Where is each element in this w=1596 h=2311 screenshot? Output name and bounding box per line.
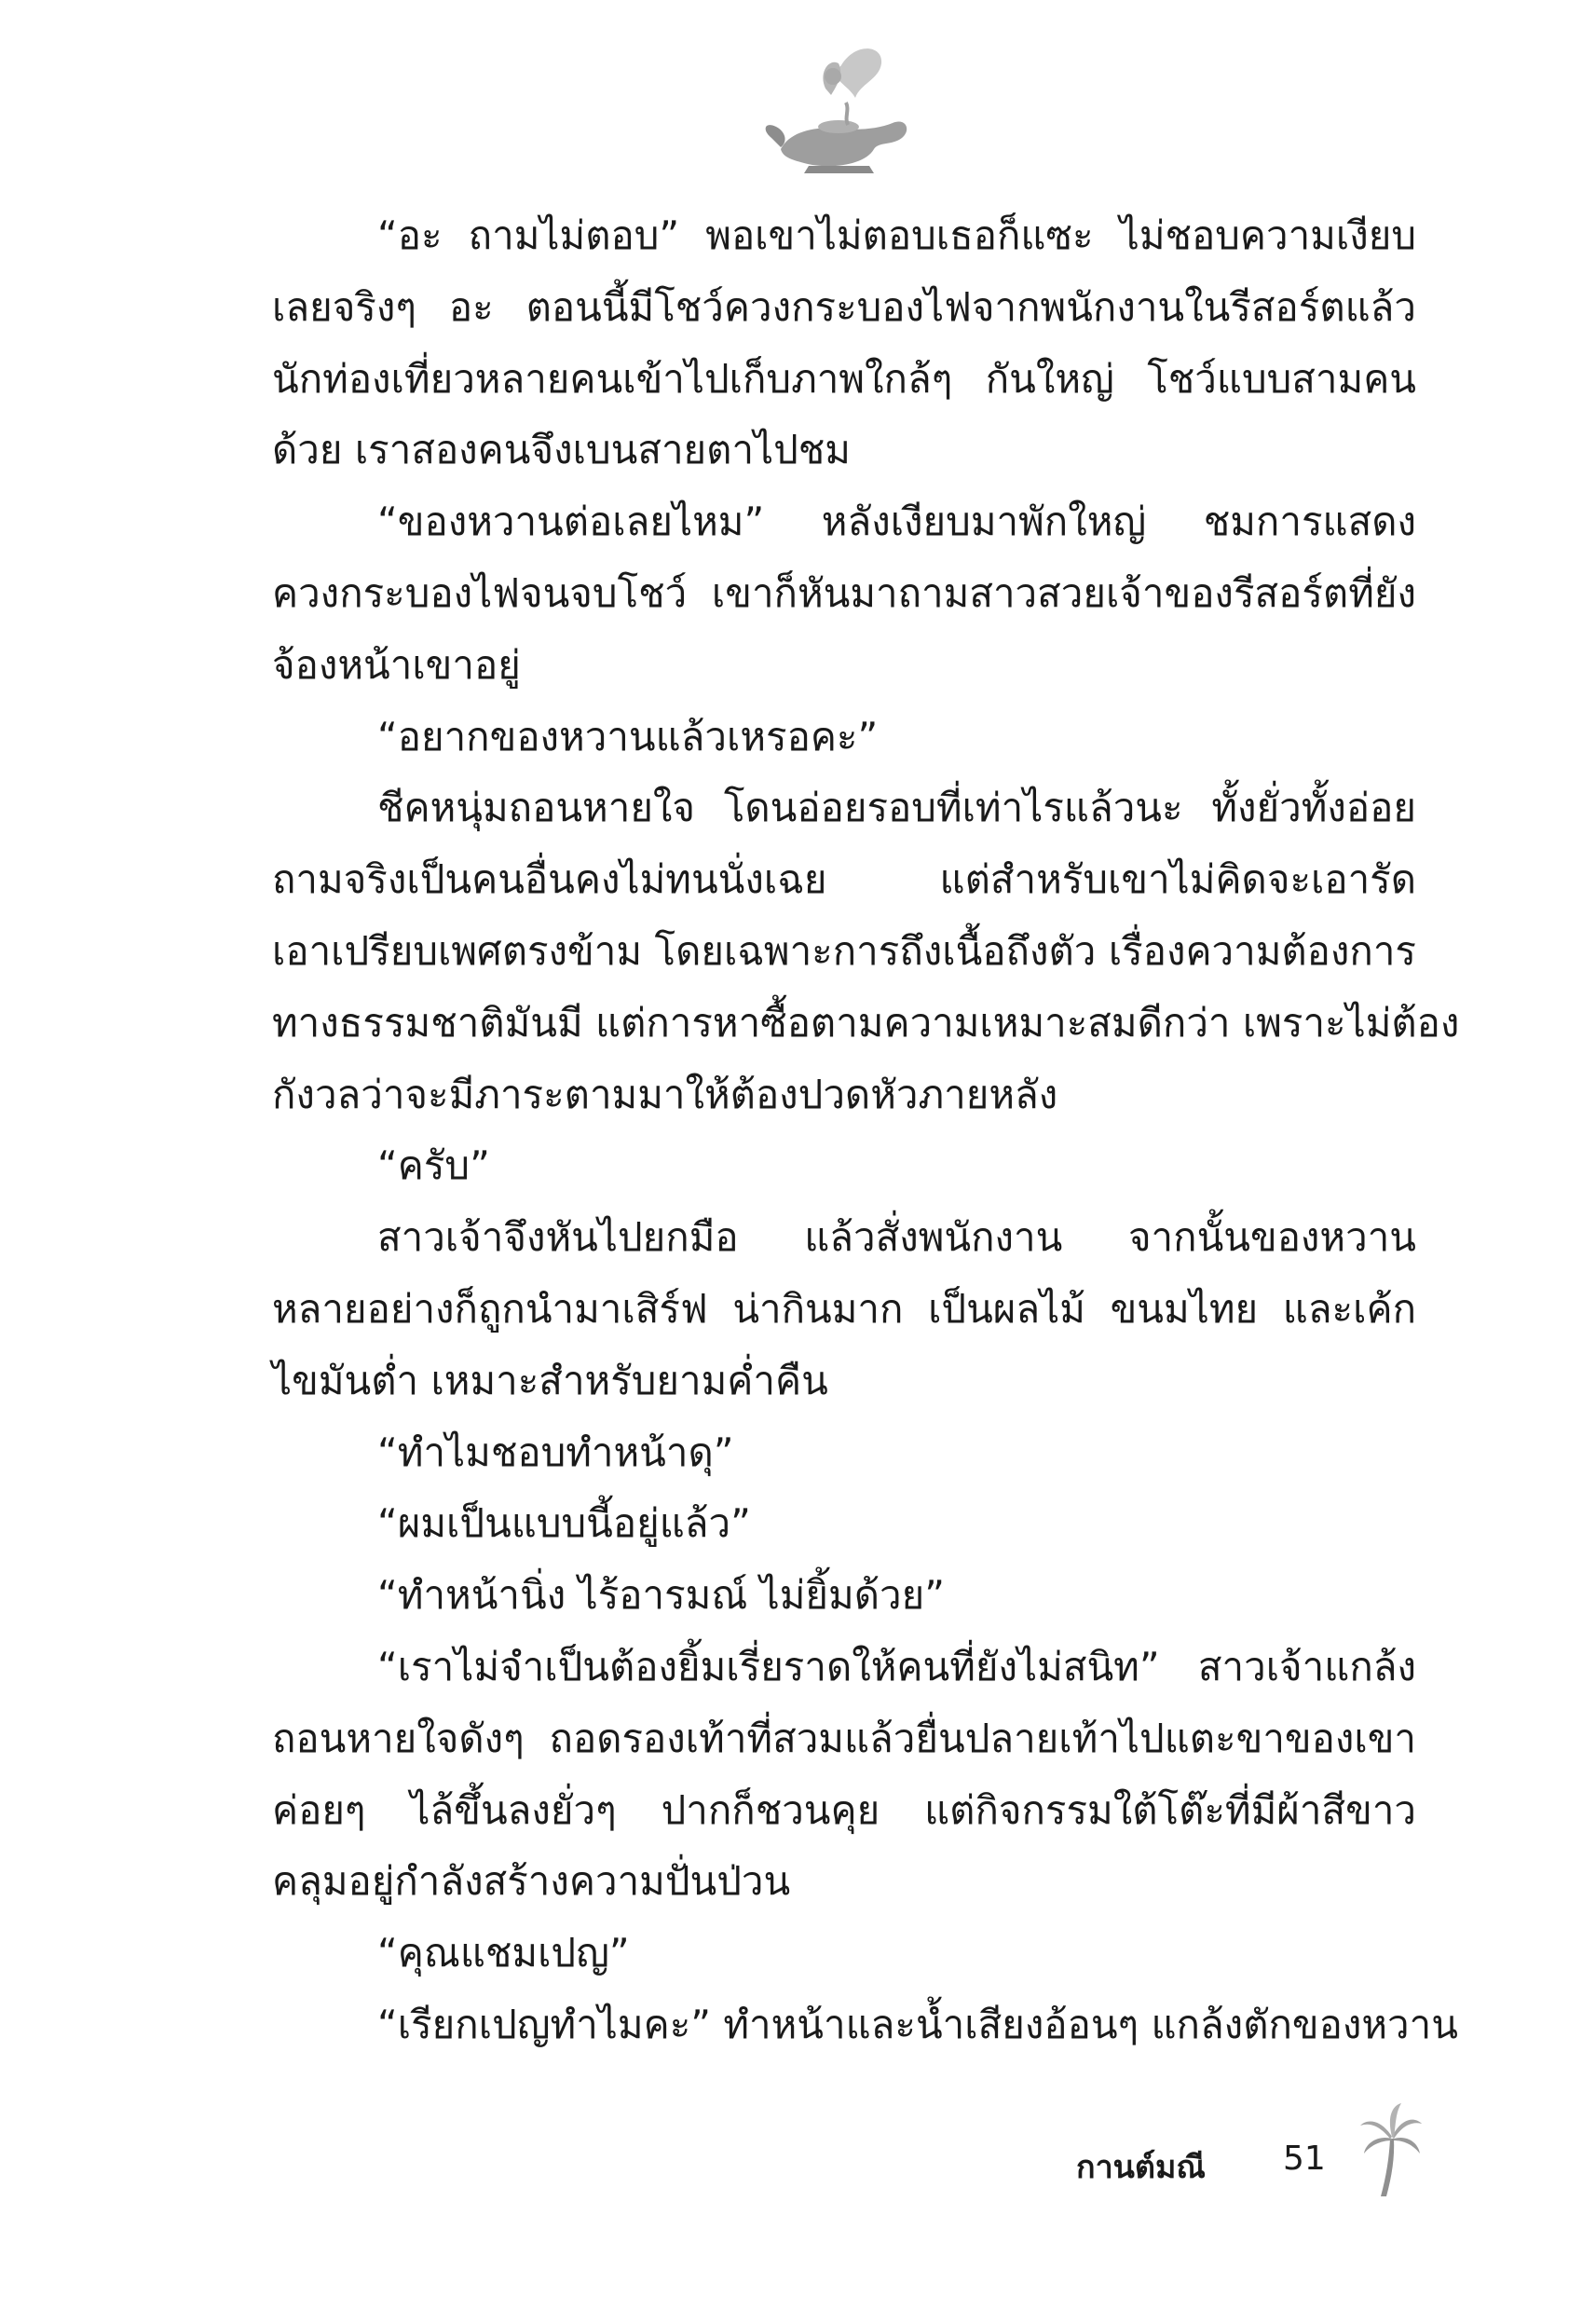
text-line: ด้วย เราสองคนจึงเบนสายตาไปชม [272,427,851,473]
palm-tree-icon [1358,2101,1424,2199]
paragraph [272,1417,1416,1489]
paragraph [272,486,1416,701]
text-line: ถามจริงเป็นคนอื่นคงไม่ทนนั่งเฉย แต่สำหรับเขาไม่คิดจะเอารัด [272,856,1416,903]
text-line: หลายอย่างก็ถูกนำมาเสิร์ฟ น่ากินมาก เป็นผลไม้ ขนมไทย และเค้ก [272,1285,1416,1332]
text-line: “ทำไมชอบทำหน้าดุ” [377,1429,734,1475]
text-line: ควงกระบองไฟจนจบโชว์ เขาก็หันมาถามสาวสวยเจ้าของรีสอร์ตที่ยัง [272,569,1416,616]
book-title: กานต์มณี [1076,2149,1206,2186]
body-text [272,200,1460,2061]
paragraph [272,1130,1416,1202]
text-line: “อยากของหวานแล้วเหรอคะ” [377,713,879,759]
paragraph [272,1632,1416,1918]
text-line: กังวลว่าจะมีภาระตามมาให้ต้องปวดหัวภายหลัง [272,1071,1058,1117]
text-line: ค่อยๆ ไล้ขึ้นลงยั่วๆ ปากก็ชวนคุย แต่กิจกรรมใต้โต๊ะที่มีผ้าสีขาว [272,1786,1416,1833]
text-line: เลยจริงๆ อะ ตอนนี้มีโชว์ควงกระบองไฟจากพนักงานในรีสอร์ตแล้ว [272,283,1416,330]
text-line: คลุมอยู่กำลังสร้างความปั่นป่วน [272,1858,791,1905]
text-line: ชีคหนุ่มถอนหายใจ โดนอ่อยรอบที่เท่าไรแล้วนะ ทั้งยั่วทั้งอ่อย [377,785,1416,831]
text-line: “เราไม่จำเป็นต้องยิ้มเรี่ยราดให้คนที่ยังไม่สนิท” สาวเจ้าแกล้ง [377,1643,1416,1689]
paragraph [272,1202,1416,1416]
paragraph [272,702,1416,773]
text-line: ทางธรรมชาติมันมี แต่การหาซื้อตามความเหมาะสมดีกว่า เพราะไม่ต้อง [272,999,1460,1046]
paragraph [272,200,1416,486]
text-line: “ครับ” [377,1142,490,1189]
text-line: นักท่องเที่ยวหลายคนเข้าไปเก็บภาพใกล้ๆ กันใหญ่ โชว์แบบสามคน [272,355,1416,402]
paragraph [272,1488,1416,1560]
text-line: “คุณแชมเปญ” [377,1930,630,1976]
page-number: 51 [1283,2140,1326,2178]
magic-lamp-ornament-icon [753,37,921,186]
text-line: “ทำหน้านิ่ง ไร้อารมณ์ ไม่ยิ้มด้วย” [377,1572,945,1619]
text-line: สาวเจ้าจึงหันไปยกมือ แล้วสั่งพนักงาน จากนั้นของหวาน [377,1214,1416,1261]
text-line: ไขมันต่ำ เหมาะสำหรับยามค่ำคืน [272,1357,828,1403]
text-line: เอาเปรียบเพศตรงข้าม โดยเฉพาะการถึงเนื้อถึงตัว เรื่องความต้องการ [272,927,1416,974]
paragraph [272,773,1460,1130]
paragraph [272,1560,1416,1632]
text-line: “เรียกเปญทำไมคะ” ทำหน้าและน้ำเสียงอ้อนๆ แกล้งตักของหวาน [377,2001,1458,2047]
text-line: จ้องหน้าเขาอยู่ [272,641,521,688]
text-line: “ผมเป็นแบบนี้อยู่แล้ว” [377,1500,751,1547]
text-line: ถอนหายใจดังๆ ถอดรองเท้าที่สวมแล้วยื่นปลายเท้าไปแตะขาของเขา [272,1715,1416,1761]
text-line: “ของหวานต่อเลยไหม” หลังเงียบมาพักใหญ่ ชมการแสดง [377,499,1416,545]
paragraph [272,1918,1416,1990]
paragraph [272,1990,1458,2061]
text-line: “อะ ถามไม่ตอบ” พอเขาไม่ตอบเธอก็แซะ ไม่ชอบความเงียบ [377,212,1416,258]
